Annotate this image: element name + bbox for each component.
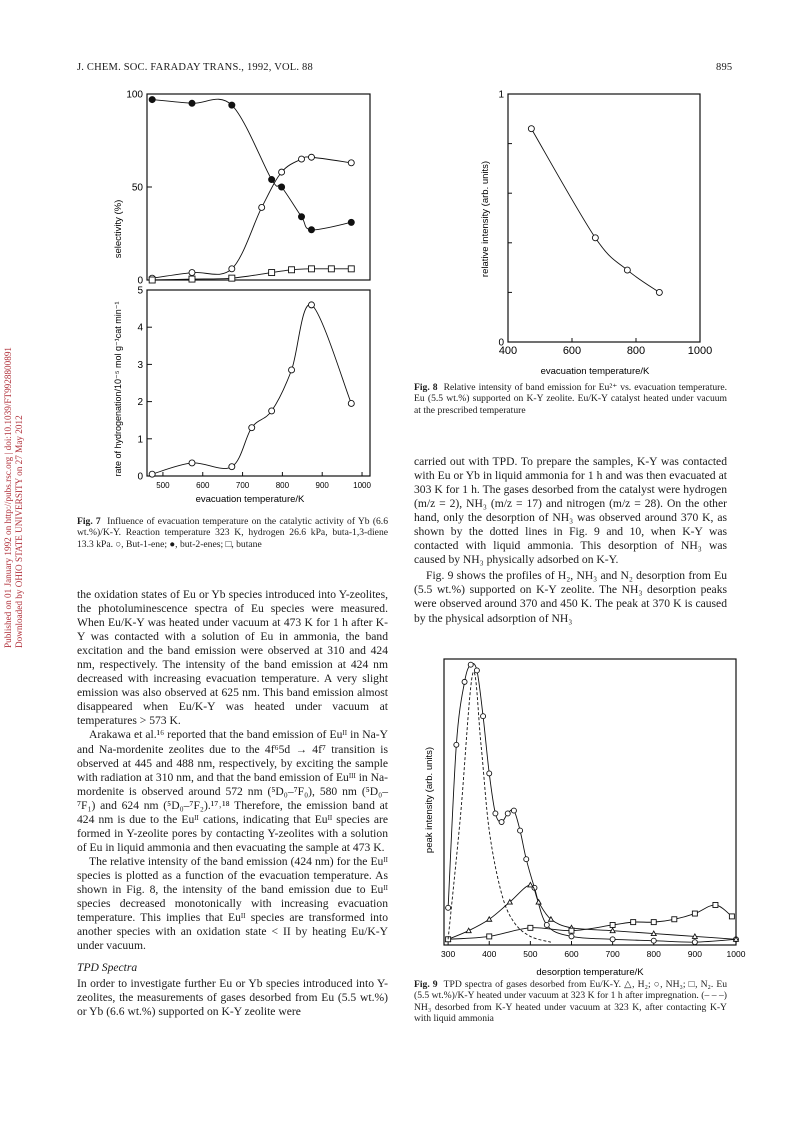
- x-tick-label: 600: [564, 949, 579, 959]
- y-tick-label: 5: [137, 285, 143, 297]
- data-point: [328, 266, 334, 272]
- data-point: [259, 204, 265, 210]
- data-point: [729, 914, 734, 919]
- data-point: [569, 934, 574, 939]
- data-point: [610, 928, 615, 933]
- plot-frame: [508, 94, 700, 342]
- y-tick-label: 0: [498, 337, 504, 349]
- data-point: [149, 97, 155, 103]
- fig8-ylabel: relative intensity (arb. units): [480, 160, 491, 278]
- x-tick-label: 400: [498, 345, 518, 357]
- fig7-caption-text: Influence of evacuation temperature on the catalytic activity of Yb (6.6 wt.%)/K-Y. Reaction temperature 323 K, hydrogen 26.6 kPa, buta-1,3-diene 13.3 kPa. ○, But-1-ene; ●, but-2-enes; □, butane: [77, 516, 389, 550]
- x-tick-label: 600: [562, 345, 582, 357]
- fig7-ylabel-top: selectivity (%): [113, 199, 124, 259]
- data-point: [308, 266, 314, 272]
- data-point: [279, 184, 285, 190]
- fig8-caption-text: Relative intensity of band emission for Eu²⁺ vs. evacuation temperature. Eu (5.5 wt.%) supported on K-Y zeolite. Eu/K-Y catalyst heated under vacuum at the prescribed temperature: [414, 382, 728, 416]
- data-point: [511, 808, 516, 813]
- sidebar-line-published: Published on 01 January 1992 on http://pubs.rsc.org | doi:10.1039/FT9928800891: [3, 346, 13, 648]
- x-tick-label: 600: [196, 481, 210, 490]
- x-tick-label: 900: [687, 949, 702, 959]
- x-tick-label: 900: [315, 481, 329, 490]
- journal-header: J. CHEM. SOC. FARADAY TRANS., 1992, VOL. 88: [77, 62, 313, 73]
- plot-fig9: [441, 659, 746, 959]
- x-tick-label: 400: [482, 949, 497, 959]
- data-point: [348, 266, 354, 272]
- fig7-ylabel-bottom: rate of hydrogenation/10⁻⁵ mol g⁻¹cat min⁻¹: [113, 301, 123, 477]
- data-point: [524, 857, 529, 862]
- data-point: [528, 882, 533, 887]
- data-point: [481, 714, 486, 719]
- x-tick-label: 500: [523, 949, 538, 959]
- fig9-caption-label: Fig. 9: [414, 979, 438, 990]
- data-point: [289, 367, 295, 373]
- fig8-caption-label: Fig. 8: [414, 382, 438, 393]
- page-number: 895: [716, 62, 733, 73]
- data-point: [672, 917, 677, 922]
- plot-frame: [444, 659, 736, 945]
- data-point: [229, 102, 235, 108]
- x-tick-label: 500: [156, 481, 170, 490]
- data-point: [610, 922, 615, 927]
- data-point: [713, 902, 718, 907]
- data-point: [454, 742, 459, 747]
- data-point: [189, 270, 195, 276]
- left-column-text: [77, 588, 388, 1019]
- data-point: [569, 928, 574, 933]
- series-line: [152, 269, 351, 280]
- plot-fig8: [498, 90, 712, 358]
- data-point: [269, 177, 275, 183]
- data-point: [692, 934, 697, 939]
- data-point: [299, 156, 305, 162]
- fig9-chart: [418, 655, 746, 985]
- data-point: [229, 275, 235, 281]
- data-point: [518, 828, 523, 833]
- y-tick-label: 0: [137, 471, 143, 483]
- data-point: [493, 811, 498, 816]
- data-point: [651, 938, 656, 943]
- fig9-ylabel: peak intensity (arb. units): [424, 746, 435, 854]
- data-point: [269, 408, 275, 414]
- data-point: [610, 937, 615, 942]
- data-point: [446, 905, 451, 910]
- data-point: [692, 940, 697, 945]
- y-tick-label: 3: [137, 359, 143, 371]
- data-point: [189, 460, 195, 466]
- paragraph: Fig. 9 shows the profiles of H₂, NH₃ and N₂ desorption from Eu (5.5 wt.%) supported on K-Y zeolite. The NH₃ desorption peaks were observed around 370 and 450 K. The peak at 370 K is caused by the physical adsorption of NH₃: [414, 569, 727, 625]
- paragraph: carried out with TPD. To prepare the samples, K-Y was contacted with Eu or Yb in liquid ammonia for 1 h and was then evacuated at 303 K for 1 h. The gases desorbed from the catalyst were hydrogen (m/z = 2), NH₃ (m/z = 17) and nitrogen (m/z = 28). On the other hand, only the desorption of NH₃ was observed around 370 K, as shown by the dotted lines in Fig. 9 and 10, when K-Y was contacted with liquid ammonia. This desorption of NH₃ was caused by NH₃ physically adsorbed on K-Y.: [414, 455, 727, 567]
- fig9-caption-text: TPD spectra of gases desorbed from Eu/K-Y. △, H₂; ○, NH₃; □, N₂. Eu (5.5 wt.%)/K-Y heated under vacuum at 323 K for 1 h after impregnation. (– – –) NH₃ desorbed from K-Y heated under vacuum at 323 K, after contacting K-Y with liquid ammonia: [414, 979, 728, 1025]
- paragraph: In order to investigate further Eu or Yb species introduced into Y-zeolites, the measurements of gases desorbed from Eu (5.5 wt.%) or Yb (6.6 wt.%) supported on K-Y zeolite were: [77, 977, 388, 1019]
- x-tick-label: 1000: [726, 949, 746, 959]
- paragraph: Arakawa et al.¹⁶ reported that the band emission of Euᴵᴵ in Na-Y and Na-mordenite zeolites due to the 4f⁶5d → 4f⁷ transition is observed at 445 and 488 nm, respectively, by exciting the sample with radiation at 310 nm, and that the band emission of Euᴵᴵᴵ in Na-mordenite is observed around 572 nm (⁵D₀–⁷F₀), 580 nm (⁵D₀–⁷F₁) and 624 nm (⁵D₀–⁷F₂).¹⁷˒¹⁸ Therefore, the emission band at 424 nm is due to the Euᴵᴵ cations, indicating that Euᴵᴵ species are formed in Y-zeolite pores by contacting Y-zeolites with a solution of Eu in liquid ammonia and then evacuating the sample at 473 K.: [77, 728, 388, 854]
- data-point: [651, 931, 656, 936]
- y-tick-label: 4: [137, 322, 143, 334]
- data-point: [189, 100, 195, 106]
- data-point: [487, 934, 492, 939]
- data-point: [592, 235, 598, 241]
- data-point: [249, 425, 255, 431]
- right-column-text: [414, 455, 727, 626]
- paragraph: The relative intensity of the band emission (424 nm) for the Euᴵᴵ species is plotted as a function of the evacuation temperature. As shown in Fig. 8, the intensity of the band emission due to Euᴵᴵ species decreased monotonically with increasing evacuation temperature. This implies that Euᴵᴵ species are transformed into another species with an oxidation state < II by heating Eu/K-Y under vacuum.: [77, 854, 388, 953]
- series-line: [448, 672, 551, 942]
- data-point: [279, 169, 285, 175]
- section-heading: TPD Spectra: [77, 961, 138, 975]
- data-point: [474, 668, 479, 673]
- plot-frame: [147, 290, 370, 476]
- data-point: [189, 276, 195, 282]
- fig8-chart: [470, 84, 713, 384]
- data-point: [536, 900, 541, 905]
- download-sidebar: [2, 270, 24, 650]
- y-tick-label: 100: [126, 89, 143, 101]
- fig7-caption: [77, 516, 388, 550]
- data-point: [505, 811, 510, 816]
- data-point: [528, 126, 534, 132]
- y-tick-label: 0: [137, 275, 143, 287]
- data-point: [651, 920, 656, 925]
- y-tick-label: 1: [498, 89, 504, 101]
- series-line: [531, 129, 659, 293]
- plot-fig7-top: [126, 90, 370, 287]
- data-point: [229, 464, 235, 470]
- plot-frame: [147, 94, 370, 280]
- data-point: [462, 679, 467, 684]
- y-tick-label: 1: [137, 434, 143, 446]
- plot-fig7-bottom: [137, 286, 371, 491]
- x-tick-label: 800: [626, 345, 646, 357]
- series-line: [152, 157, 351, 278]
- x-tick-label: 800: [646, 949, 661, 959]
- data-point: [487, 771, 492, 776]
- data-point: [308, 227, 314, 233]
- data-point: [348, 160, 354, 166]
- data-point: [348, 400, 354, 406]
- data-point: [499, 820, 504, 825]
- fig8-xlabel: evacuation temperature/K: [540, 366, 650, 377]
- data-point: [544, 922, 549, 927]
- fig7-chart: [100, 84, 370, 514]
- data-point: [149, 277, 155, 283]
- x-tick-label: 300: [441, 949, 456, 959]
- x-tick-label: 1000: [687, 345, 713, 357]
- data-point: [624, 267, 630, 273]
- data-point: [468, 662, 473, 667]
- x-tick-label: 700: [235, 481, 250, 490]
- y-tick-label: 50: [131, 182, 143, 194]
- x-tick-label: 700: [605, 949, 620, 959]
- data-point: [692, 911, 697, 916]
- data-point: [229, 266, 235, 272]
- data-point: [308, 302, 314, 308]
- data-point: [466, 928, 471, 933]
- data-point: [528, 925, 533, 930]
- data-point: [149, 471, 155, 477]
- data-point: [656, 289, 662, 295]
- fig7-xlabel: evacuation temperature/K: [195, 494, 305, 505]
- data-point: [289, 267, 295, 273]
- series-line: [448, 663, 736, 942]
- data-point: [348, 219, 354, 225]
- x-tick-label: 800: [275, 481, 290, 490]
- x-tick-label: 1000: [353, 481, 371, 490]
- series-line: [152, 99, 351, 230]
- fig9-caption: [414, 979, 727, 1025]
- fig7-caption-label: Fig. 7: [77, 516, 101, 527]
- paragraph: the oxidation states of Eu or Yb species introduced into Y-zeolites, the photoluminescence spectra of Eu species were measured. When Eu/K-Y was heated under vacuum at 473 K for 1 h after K-Y was contacted with a solution of Eu in ammonia, the band excitation and the band emission were observed at 310 and 424 nm, respectively. The intensity of the band emission at 424 nm decreased with increasing evacuation temperature. A very slight emission was also observed at 625 nm. This band emission almost disappeared when Eu/K-Y was heated under vacuum at temperatures > 573 K.: [77, 588, 388, 728]
- sidebar-line-downloaded: Downloaded by OHIO STATE UNIVERSITY on 27 May 2012: [14, 415, 24, 648]
- data-point: [269, 270, 275, 276]
- y-tick-label: 2: [137, 397, 143, 409]
- data-point: [299, 214, 305, 220]
- data-point: [631, 920, 636, 925]
- series-line: [152, 304, 351, 474]
- fig9-xlabel: desorption temperature/K: [536, 967, 644, 978]
- fig8-caption: [414, 382, 727, 416]
- data-point: [308, 154, 314, 160]
